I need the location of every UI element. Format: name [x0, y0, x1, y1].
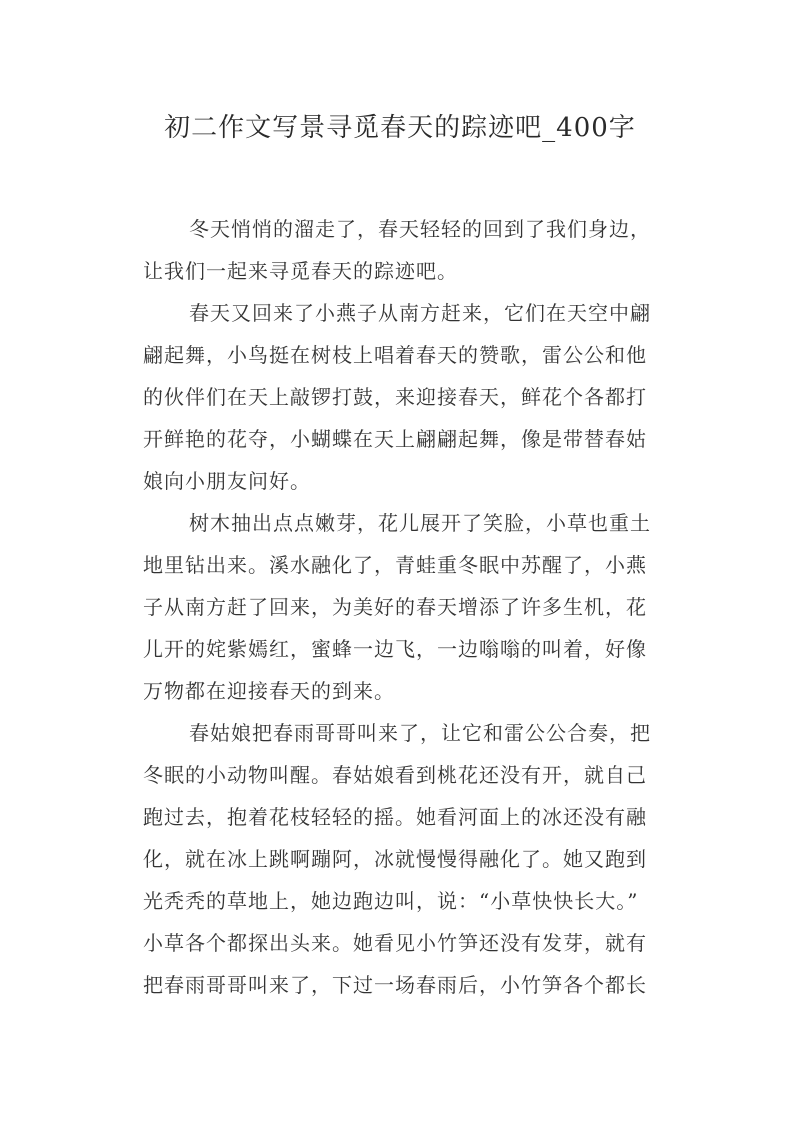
text-line: 子从南方赶了回来，为美好的春天增添了许多生机，花: [143, 595, 647, 619]
text-line: 化，就在冰上跳啊蹦阿，冰就慢慢得融化了。她又跑到: [143, 847, 647, 871]
text-line: 春姑娘把春雨哥哥叫来了，让它和雷公公合奏，把: [189, 721, 651, 745]
document-body: [143, 208, 671, 1006]
text-line: 的伙伴们在天上敲锣打鼓，来迎接春天，鲜花个各都打: [143, 385, 647, 409]
text-line: 翩起舞，小鸟挺在树枝上唱着春天的赞歌，雷公公和他: [143, 343, 647, 367]
text-line: 把春雨哥哥叫来了，下过一场春雨后，小竹笋各个都长: [143, 973, 647, 997]
text-line: 跑过去，抱着花枝轻轻的摇。她看河面上的冰还没有融: [143, 805, 647, 829]
text-line: 冬眠的小动物叫醒。春姑娘看到桃花还没有开，就自己: [143, 763, 647, 787]
text-line: 光秃秃的草地上，她边跑边叫，说：“小草快快长大。”: [143, 889, 639, 913]
text-line: 地里钻出来。溪水融化了，青蛙重冬眠中苏醒了，小燕: [143, 553, 647, 577]
text-line: 开鲜艳的花夺，小蝴蝶在天上翩翩起舞，像是带替春姑: [143, 427, 647, 451]
text-line: 冬天悄悄的溜走了，春天轻轻的回到了我们身边，: [189, 217, 651, 241]
text-line: 让我们一起来寻觅春天的踪迹吧。: [143, 259, 458, 283]
text-line: 娘向小朋友问好。: [143, 469, 311, 493]
text-line: 树木抽出点点嫩芽，花儿展开了笑脸，小草也重土: [189, 511, 651, 535]
text-line: 儿开的姹紫嫣红，蜜蜂一边飞，一边嗡嗡的叫着，好像: [143, 637, 647, 661]
text-line: 万物都在迎接春天的到来。: [143, 679, 395, 703]
text-line: 小草各个都探出头来。她看见小竹笋还没有发芽，就有: [143, 931, 647, 955]
text-line: 春天又回来了小燕子从南方赶来，它们在天空中翩: [189, 301, 651, 325]
document-title: 初二作文写景寻觅春天的踪迹吧_400字: [164, 113, 636, 143]
